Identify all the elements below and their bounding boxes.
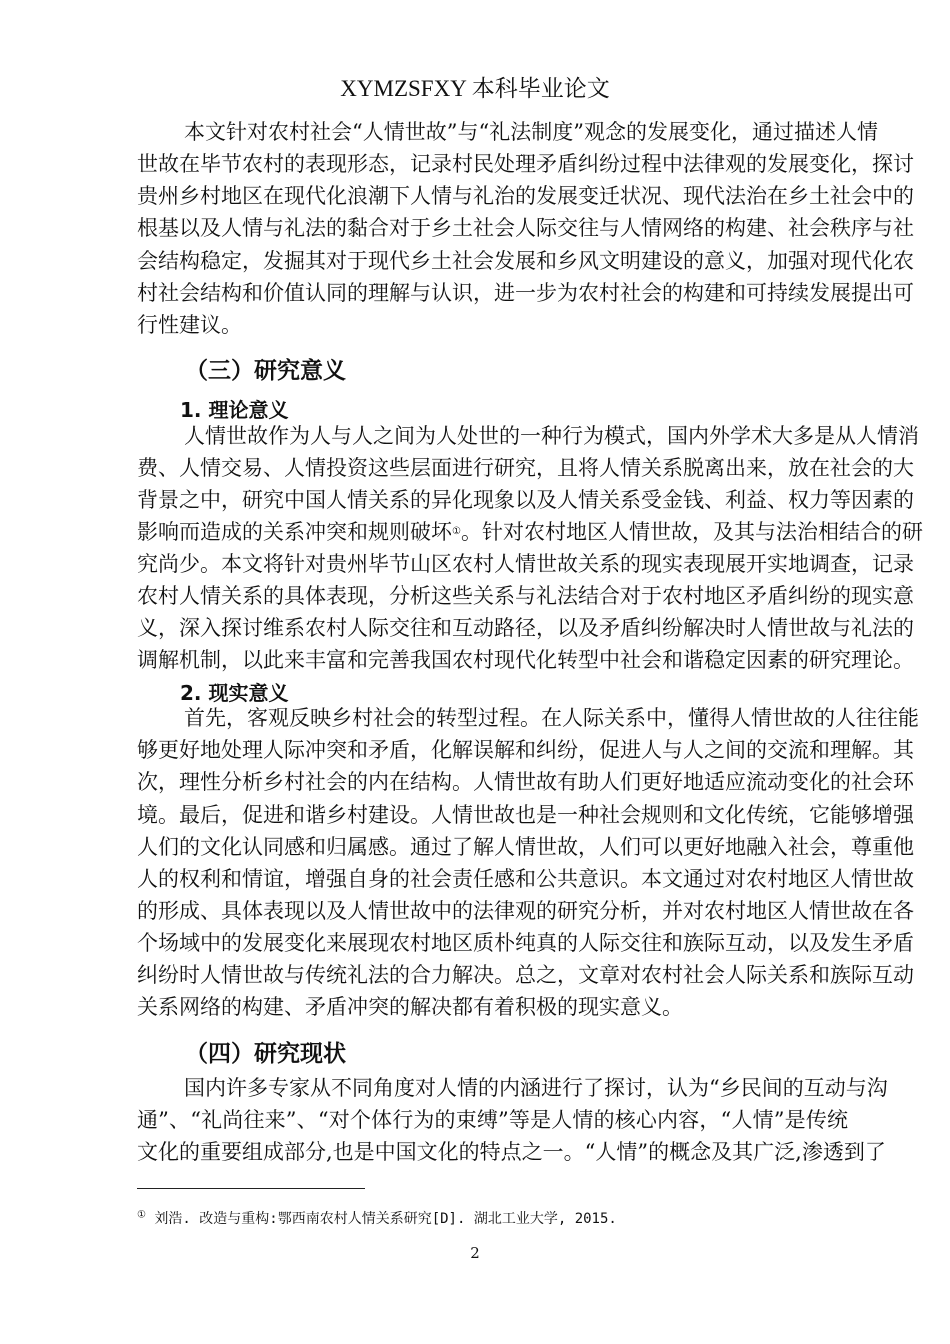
footnote-mark: ① [137,1209,146,1221]
paragraph-line [137,518,923,546]
section-heading: （四）研究现状 [185,1041,346,1067]
paragraph-line: 村社会结构和价值认同的理解与认识，进一步为农村社会的构建和可持续发展提出可 [137,281,914,305]
paragraph-line: 境。最后，促进和谐乡村建设。人情世故也是一种社会规则和文化传统，它能够增强 [137,803,914,827]
paragraph-line: 会结构稳定，发掘其对于现代乡土社会发展和乡风文明建设的意义，加强对现代化农 [137,249,914,273]
paragraph-line: 的形成、具体表现以及人情世故中的法律观的研究分析，并对农村地区人情世故在各 [137,899,914,923]
section-heading: （三）研究意义 [185,358,346,384]
paragraph-line: 国内许多专家从不同角度对人情的内涵进行了探讨，认为“乡民间的互动与沟 [184,1076,888,1100]
footnote-divider [137,1188,365,1189]
paragraph-line: 行性建议。 [137,313,242,337]
paragraph-line: 文化的重要组成部分,也是中国文化的特点之一。“人情”的概念及其广泛,渗透到了 [137,1140,886,1164]
footnote-text: 刘浩. 改造与重构:鄂西南农村人情关系研究[D]. 湖北工业大学, 2015. [154,1211,617,1227]
paragraph-line: 个场域中的发展变化来展现农村地区质朴纯真的人际交往和族际互动，以及发生矛盾 [137,931,914,955]
paragraph-line: 背景之中，研究中国人情关系的异化现象以及人情关系受金钱、利益、权力等因素的 [137,488,914,512]
subsection-heading: 1. 理论意义 [180,398,289,422]
paragraph-line: 调解机制，以此来丰富和完善我国农村现代化转型中社会和谐稳定因素的研究理论。 [137,648,914,672]
paragraph-line: 世故在毕节农村的表现形态，记录村民处理矛盾纠纷过程中法律观的发展变化，探讨 [137,152,914,176]
paragraph-line: 义，深入探讨维系农村人际交往和互动路径，以及矛盾纠纷解决时人情世故与礼法的 [137,616,914,640]
paragraph-line: 人的权利和情谊，增强自身的社会责任感和公共意识。本文通过对农村地区人情世故 [137,867,914,891]
footnote-ref[interactable]: ① [452,526,461,537]
paragraph-line: 次，理性分析乡村社会的内在结构。人情世故有助人们更好地适应流动变化的社会环 [137,770,914,794]
subsection-heading: 2. 现实意义 [180,681,289,705]
paragraph-line: 人情世故作为人与人之间为人处世的一种行为模式，国内外学术大多是从人情消 [184,424,919,448]
footnote [137,1208,617,1228]
page-number: 2 [470,1244,480,1262]
paragraph-line: 费、人情交易、人情投资这些层面进行研究，且将人情关系脱离出来，放在社会的大 [137,456,914,480]
line-text: 。针对农村地区人情世故，及其与法治相结合的研 [460,520,923,544]
paragraph-line: 通”、“礼尚往来”、“对个体行为的束缚”等是人情的核心内容，“人情”是传统 [137,1108,848,1132]
paragraph-line: 究尚少。本文将针对贵州毕节山区农村人情世故关系的现实表现展开实地调查，记录 [137,552,914,576]
paragraph-line: 贵州乡村地区在现代化浪潮下人情与礼治的发展变迁状况、现代法治在乡土社会中的 [137,184,914,208]
paragraph-line: 够更好地处理人际冲突和矛盾，化解误解和纠纷，促进人与人之间的交流和理解。其 [137,738,914,762]
line-text: 影响而造成的关系冲突和规则破坏 [137,520,452,544]
paragraph-line: 本文针对农村社会“人情世故”与“礼法制度”观念的发展变化，通过描述人情 [184,120,878,144]
paragraph-line: 人们的文化认同感和归属感。通过了解人情世故，人们可以更好地融入社会，尊重他 [137,835,914,859]
paragraph-line: 根基以及人情与礼法的黏合对于乡土社会人际交往与人情网络的构建、社会秩序与社 [137,216,914,240]
page-header: XYMZSFXY 本科毕业论文 [340,76,610,101]
paragraph-line: 首先，客观反映乡村社会的转型过程。在人际关系中，懂得人情世故的人往往能 [184,706,919,730]
paragraph-line: 纠纷时人情世故与传统礼法的合力解决。总之，文章对农村社会人际关系和族际互动 [137,963,914,987]
paragraph-line: 关系网络的构建、矛盾冲突的解决都有着积极的现实意义。 [137,995,683,1019]
paragraph-line: 农村人情关系的具体表现，分析这些关系与礼法结合对于农村地区矛盾纠纷的现实意 [137,584,914,608]
